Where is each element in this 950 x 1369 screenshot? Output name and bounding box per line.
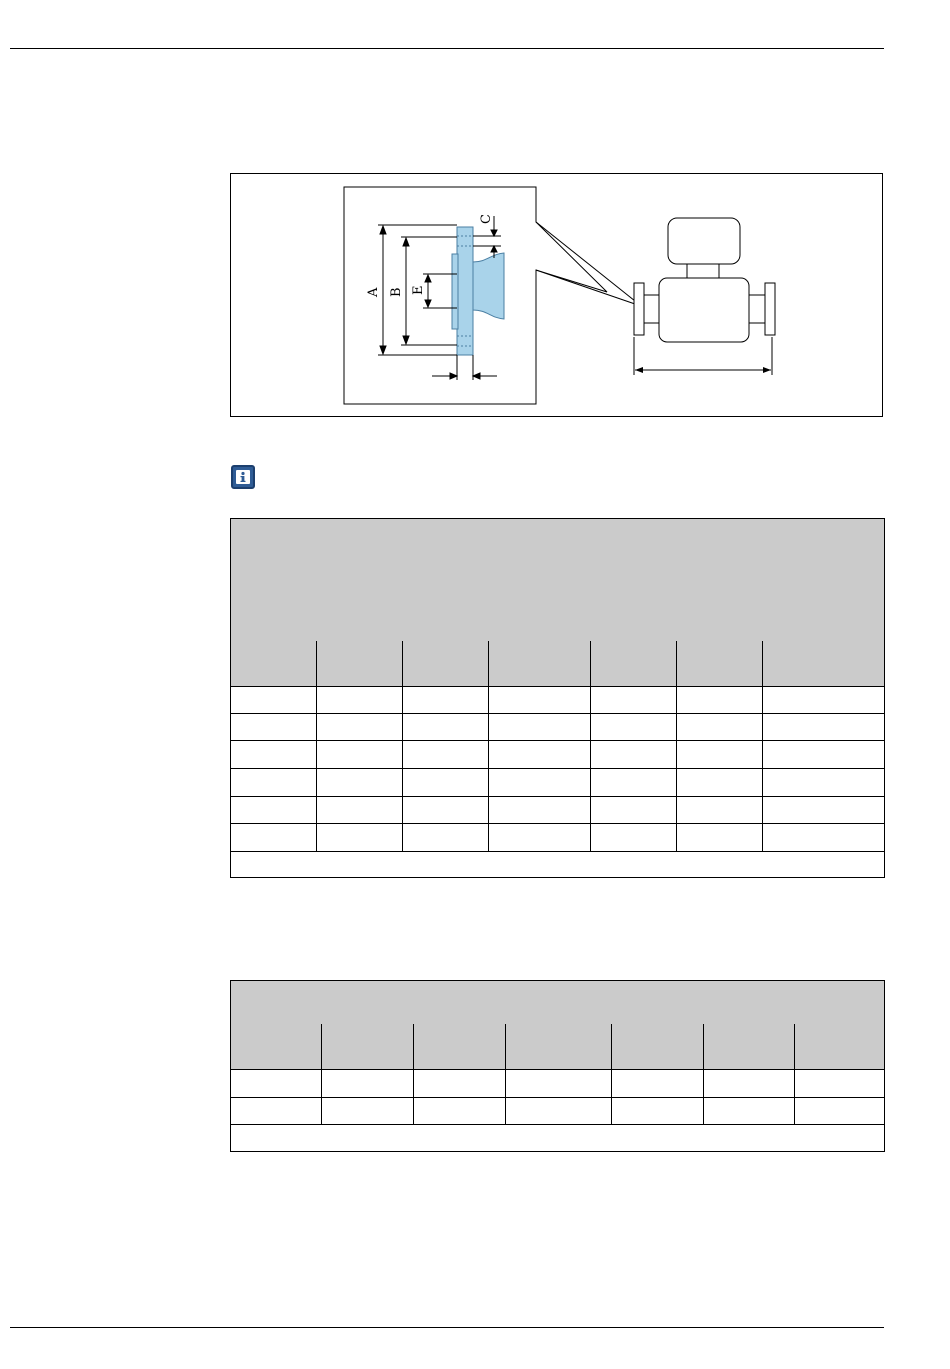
table-header [231, 519, 884, 686]
table-row [231, 768, 884, 769]
table-row [231, 823, 884, 824]
table-row [231, 1069, 884, 1070]
top-rule [10, 48, 884, 49]
info-icon [231, 465, 255, 489]
bottom-rule [10, 1327, 884, 1328]
table-row [231, 796, 884, 797]
dimension-table-1 [230, 518, 885, 878]
label-e: E [411, 285, 426, 295]
flange-dimension-figure [230, 173, 883, 417]
label-b: B [389, 287, 404, 297]
label-a: A [366, 287, 381, 297]
table-row [231, 686, 884, 687]
table-footer [231, 1124, 884, 1125]
table-row [231, 740, 884, 741]
label-c: C [479, 214, 494, 224]
flowmeter-drawing [634, 218, 775, 375]
table-row [231, 1097, 884, 1098]
dimension-table-2 [230, 980, 885, 1152]
table-footer [231, 851, 884, 852]
table-row [231, 713, 884, 714]
table-header [231, 981, 884, 1069]
